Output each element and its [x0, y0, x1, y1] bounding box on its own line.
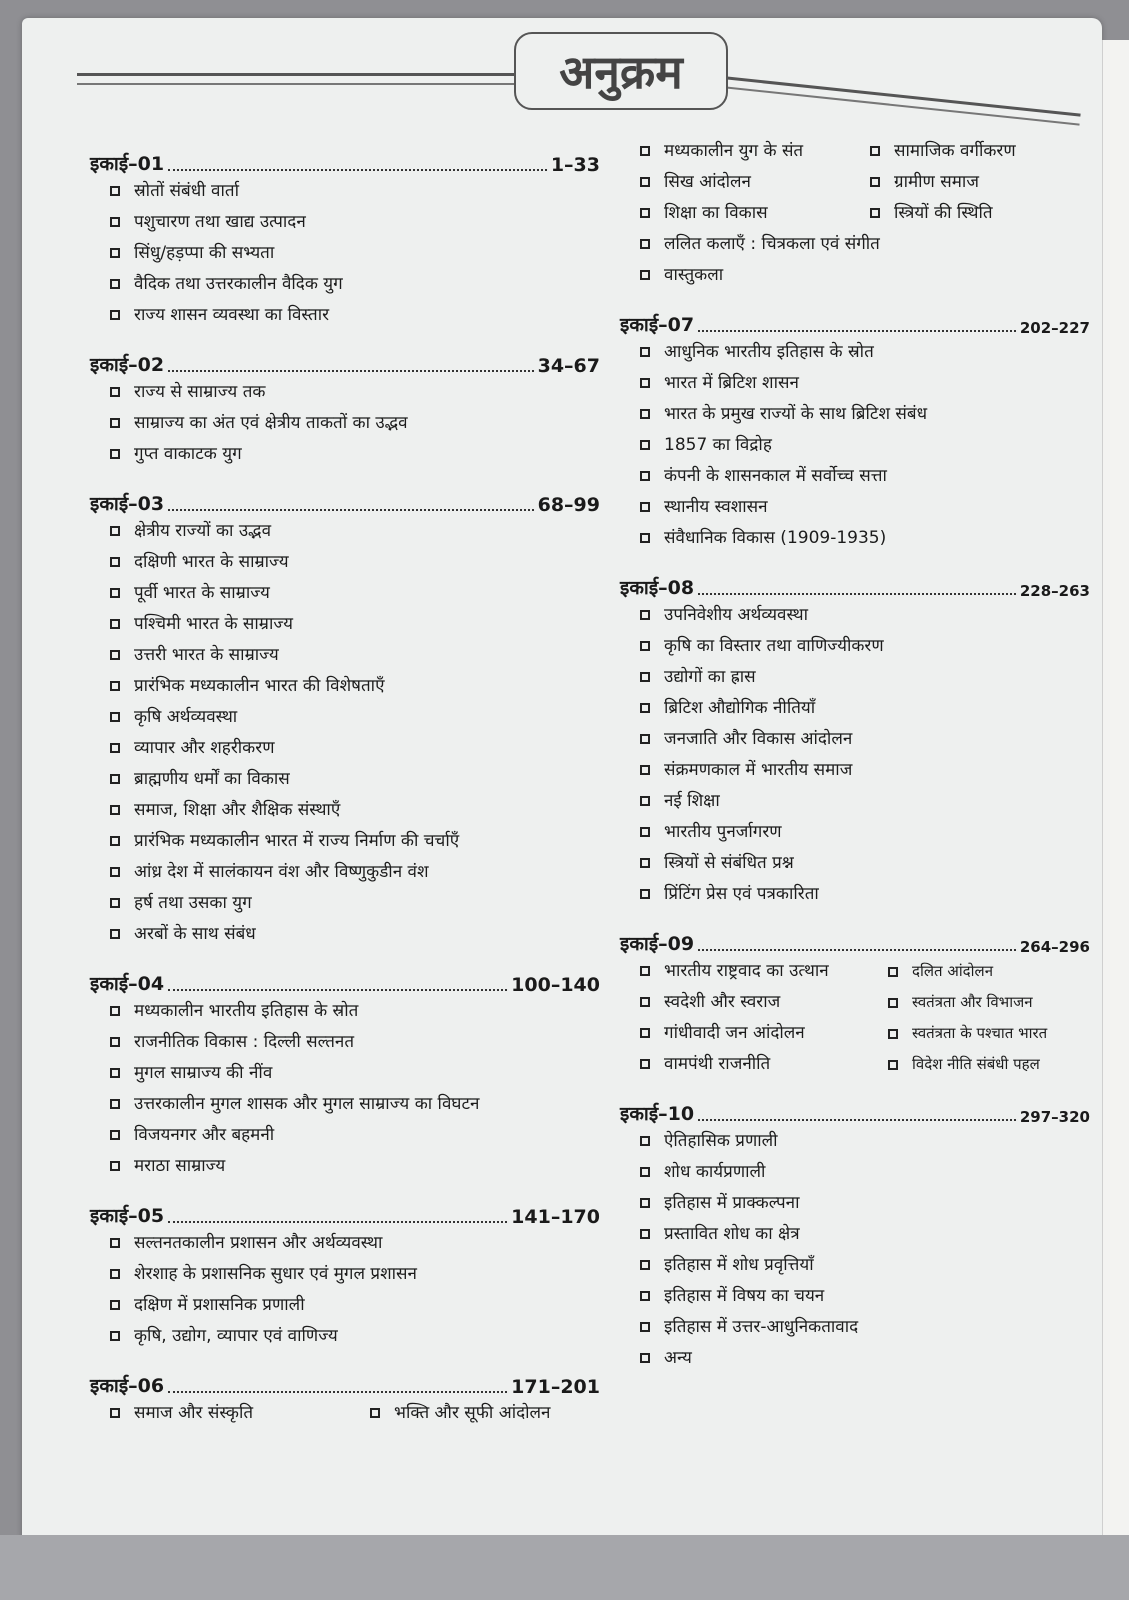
list-item: विजयनगर और बहमनी — [90, 1120, 600, 1151]
checkbox-icon — [110, 418, 120, 428]
page-range: 68–99 — [537, 494, 600, 516]
unit-heading: इकाई–09 264–296 — [620, 933, 1090, 956]
list-item: पशुचारण तथा खाद्य उत्पादन — [90, 207, 600, 238]
list-item: भारतीय राष्ट्रवाद का उत्थान — [620, 956, 1090, 987]
checkbox-icon — [640, 796, 650, 806]
right-column — [620, 136, 1090, 1390]
list-item: समाज और संस्कृति — [90, 1398, 350, 1429]
checkbox-icon — [110, 1331, 120, 1341]
unit-08 — [620, 570, 1090, 910]
checkbox-icon — [110, 1269, 120, 1279]
page-bottom-shadow — [0, 1535, 1129, 1600]
checkbox-icon — [110, 929, 120, 939]
checkbox-icon — [640, 533, 650, 543]
checkbox-icon — [640, 208, 650, 218]
list-item: इतिहास में उत्तर-आधुनिकतावाद — [620, 1312, 1090, 1343]
checkbox-icon — [110, 898, 120, 908]
list-item: राज्य से साम्राज्य तक — [90, 377, 600, 408]
checkbox-icon — [640, 672, 650, 682]
checkbox-icon — [110, 449, 120, 459]
unit-heading: इकाई–08 228–263 — [620, 577, 1090, 600]
list-item: अन्य — [620, 1343, 1090, 1374]
list-item: पश्चिमी भारत के साम्राज्य — [90, 609, 600, 640]
list-item: राजनीतिक विकास : दिल्ली सल्तनत — [90, 1027, 600, 1058]
checkbox-icon — [640, 347, 650, 357]
checkbox-icon — [640, 610, 650, 620]
list-item: ब्राह्मणीय धर्मों का विकास — [90, 764, 600, 795]
list-item: उपनिवेशीय अर्थव्यवस्था — [620, 600, 1090, 631]
list-item: सिंधु/हड़प्पा की सभ्यता — [90, 238, 600, 269]
list-item: अरबों के साथ संबंध — [90, 919, 600, 950]
checkbox-icon — [640, 270, 650, 280]
list-item: वास्तुकला — [620, 260, 1090, 291]
list-item: पूर्वी भारत के साम्राज्य — [90, 578, 600, 609]
unit-06-continued — [620, 136, 1090, 291]
checkbox-icon — [110, 1300, 120, 1310]
list-item: भक्ति और सूफी आंदोलन — [350, 1398, 550, 1429]
page-range: 1–33 — [550, 154, 600, 176]
unit-heading: इकाई–04 100–140 — [90, 973, 600, 996]
list-item: उत्तरी भारत के साम्राज्य — [90, 640, 600, 671]
checkbox-icon — [888, 998, 898, 1008]
list-item: आधुनिक भारतीय इतिहास के स्रोत — [620, 337, 1090, 368]
checkbox-icon — [110, 650, 120, 660]
checkbox-icon — [110, 805, 120, 815]
list-item: सिख आंदोलन — [620, 167, 1090, 198]
unit-05 — [90, 1198, 600, 1352]
title-box — [514, 32, 728, 110]
checkbox-icon — [640, 1291, 650, 1301]
unit-07 — [620, 307, 1090, 554]
checkbox-icon — [888, 1060, 898, 1070]
list-item: दलित आंदोलन — [888, 956, 1098, 987]
checkbox-icon — [640, 471, 650, 481]
checkbox-icon — [640, 765, 650, 775]
page-range: 297–320 — [1019, 1108, 1090, 1126]
list-item: प्रिंटिंग प्रेस एवं पत्रकारिता — [620, 879, 1090, 910]
list-item: कृषि का विस्तार तथा वाणिज्यीकरण — [620, 631, 1090, 662]
list-item: उद्योगों का ह्रास — [620, 662, 1090, 693]
checkbox-icon — [110, 712, 120, 722]
list-item: गुप्त वाकाटक युग — [90, 439, 600, 470]
list-item: इतिहास में शोध प्रवृत्तियाँ — [620, 1250, 1090, 1281]
book-page — [22, 18, 1102, 1538]
checkbox-icon — [640, 1028, 650, 1038]
checkbox-icon — [640, 858, 650, 868]
checkbox-icon — [110, 186, 120, 196]
list-item: दक्षिण में प्रशासनिक प्रणाली — [90, 1290, 600, 1321]
checkbox-icon — [110, 1238, 120, 1248]
list-item: भारत के प्रमुख राज्यों के साथ ब्रिटिश संबंध — [620, 399, 1090, 430]
left-column — [90, 146, 600, 1445]
checkbox-icon — [110, 1068, 120, 1078]
list-item: वामपंथी राजनीति — [620, 1049, 1090, 1080]
checkbox-icon — [640, 146, 650, 156]
list-item: इतिहास में विषय का चयन — [620, 1281, 1090, 1312]
page-range: 202–227 — [1019, 319, 1090, 337]
list-item: हर्ष तथा उसका युग — [90, 888, 600, 919]
checkbox-icon — [640, 1136, 650, 1146]
checkbox-icon — [110, 743, 120, 753]
checkbox-icon — [640, 239, 650, 249]
unit-06 — [90, 1368, 600, 1429]
list-item: इतिहास में प्राक्कल्पना — [620, 1188, 1090, 1219]
checkbox-icon — [110, 1161, 120, 1171]
list-item: प्रस्तावित शोध का क्षेत्र — [620, 1219, 1090, 1250]
list-item: शिक्षा का विकास — [620, 198, 1090, 229]
checkbox-icon — [640, 641, 650, 651]
checkbox-icon — [870, 208, 880, 218]
checkbox-icon — [640, 409, 650, 419]
unit-heading: इकाई–05 141–170 — [90, 1205, 600, 1228]
list-item: दक्षिणी भारत के साम्राज्य — [90, 547, 600, 578]
checkbox-icon — [870, 177, 880, 187]
checkbox-icon — [110, 279, 120, 289]
checkbox-icon — [640, 703, 650, 713]
list-item: कृषि अर्थव्यवस्था — [90, 702, 600, 733]
checkbox-icon — [110, 217, 120, 227]
unit-heading: इकाई–07 202–227 — [620, 314, 1090, 337]
page-range: 141–170 — [511, 1206, 600, 1228]
checkbox-icon — [640, 1353, 650, 1363]
unit-heading: इकाई–02 34–67 — [90, 354, 600, 377]
checkbox-icon — [640, 440, 650, 450]
list-item: भारत में ब्रिटिश शासन — [620, 368, 1090, 399]
checkbox-icon — [640, 1322, 650, 1332]
checkbox-icon — [640, 1167, 650, 1177]
page-title: अनुक्रम — [559, 45, 683, 99]
list-item: ब्रिटिश औद्योगिक नीतियाँ — [620, 693, 1090, 724]
list-item: संवैधानिक विकास (1909-1935) — [620, 523, 1090, 554]
checkbox-icon — [110, 1408, 120, 1418]
list-item: स्वदेशी और स्वराज — [620, 987, 1090, 1018]
unit-03 — [90, 486, 600, 950]
list-item: स्त्रियों से संबंधित प्रश्न — [620, 848, 1090, 879]
unit-heading: इकाई–10 297–320 — [620, 1103, 1090, 1126]
list-item: कंपनी के शासनकाल में सर्वोच्च सत्ता — [620, 461, 1090, 492]
list-item: 1857 का विद्रोह — [620, 430, 1090, 461]
title-rule-right — [721, 76, 1080, 126]
checkbox-icon — [110, 1099, 120, 1109]
checkbox-icon — [110, 681, 120, 691]
list-item: नई शिक्षा — [620, 786, 1090, 817]
list-item: प्रारंभिक मध्यकालीन भारत में राज्य निर्माण की चर्चाएँ — [90, 826, 600, 857]
list-item: मध्यकालीन भारतीय इतिहास के स्रोत — [90, 996, 600, 1027]
list-item: स्वतंत्रता के पश्चात भारत — [888, 1018, 1098, 1049]
list-item: विदेश नीति संबंधी पहल — [888, 1049, 1098, 1080]
list-item: शेरशाह के प्रशासनिक सुधार एवं मुगल प्रशासन — [90, 1259, 600, 1290]
checkbox-icon — [870, 146, 880, 156]
list-item: ऐतिहासिक प्रणाली — [620, 1126, 1090, 1157]
list-item: आंध्र देश में सालंकायन वंश और विष्णुकुडीन वंश — [90, 857, 600, 888]
unit-06-side-list — [870, 136, 1100, 229]
unit-10 — [620, 1096, 1090, 1374]
checkbox-icon — [110, 588, 120, 598]
list-item: राज्य शासन व्यवस्था का विस्तार — [90, 300, 600, 331]
list-item: सल्तनतकालीन प्रशासन और अर्थव्यवस्था — [90, 1228, 600, 1259]
list-item: साम्राज्य का अंत एवं क्षेत्रीय ताकतों का उद्भव — [90, 408, 600, 439]
checkbox-icon — [888, 967, 898, 977]
checkbox-icon — [370, 1408, 380, 1418]
list-item: ललित कलाएँ : चित्रकला एवं संगीत — [620, 229, 1090, 260]
list-item: सामाजिक वर्गीकरण — [870, 136, 1100, 167]
checkbox-icon — [640, 1059, 650, 1069]
unit-09 — [620, 926, 1090, 1080]
unit-09-side-list — [888, 956, 1098, 1080]
unit-01 — [90, 146, 600, 331]
checkbox-icon — [640, 378, 650, 388]
list-item: वैदिक तथा उत्तरकालीन वैदिक युग — [90, 269, 600, 300]
title-rule-left — [77, 73, 542, 85]
list-item: स्वतंत्रता और विभाजन — [888, 987, 1098, 1018]
list-item: शोध कार्यप्रणाली — [620, 1157, 1090, 1188]
list-item: स्त्रियों की स्थिति — [870, 198, 1100, 229]
checkbox-icon — [110, 1130, 120, 1140]
list-item: मराठा साम्राज्य — [90, 1151, 600, 1182]
checkbox-icon — [110, 526, 120, 536]
list-item: गांधीवादी जन आंदोलन — [620, 1018, 1090, 1049]
checkbox-icon — [640, 502, 650, 512]
unit-02 — [90, 347, 600, 470]
checkbox-icon — [110, 1037, 120, 1047]
checkbox-icon — [110, 557, 120, 567]
page-range: 171–201 — [511, 1376, 600, 1398]
checkbox-icon — [110, 619, 120, 629]
list-item: मुगल साम्राज्य की नींव — [90, 1058, 600, 1089]
checkbox-icon — [640, 889, 650, 899]
page-range: 264–296 — [1019, 938, 1090, 956]
unit-heading: इकाई–03 68–99 — [90, 493, 600, 516]
list-item: समाज, शिक्षा और शैक्षिक संस्थाएँ — [90, 795, 600, 826]
checkbox-icon — [640, 966, 650, 976]
unit-heading: इकाई–06 171–201 — [90, 1375, 600, 1398]
checkbox-icon — [640, 177, 650, 187]
list-item: कृषि, उद्योग, व्यापार एवं वाणिज्य — [90, 1321, 600, 1352]
checkbox-icon — [110, 1006, 120, 1016]
checkbox-icon — [110, 836, 120, 846]
checkbox-icon — [110, 248, 120, 258]
list-item: क्षेत्रीय राज्यों का उद्भव — [90, 516, 600, 547]
list-item: संक्रमणकाल में भारतीय समाज — [620, 755, 1090, 786]
checkbox-icon — [110, 310, 120, 320]
list-item: उत्तरकालीन मुगल शासक और मुगल साम्राज्य का विघटन — [90, 1089, 600, 1120]
list-item: जनजाति और विकास आंदोलन — [620, 724, 1090, 755]
page-range: 228–263 — [1019, 582, 1090, 600]
list-item: प्रारंभिक मध्यकालीन भारत की विशेषताएँ — [90, 671, 600, 702]
list-item: व्यापार और शहरीकरण — [90, 733, 600, 764]
page-range: 100–140 — [511, 974, 600, 996]
checkbox-icon — [110, 867, 120, 877]
list-item: भारतीय पुनर्जागरण — [620, 817, 1090, 848]
checkbox-icon — [640, 734, 650, 744]
list-item: स्रोतों संबंधी वार्ता — [90, 176, 600, 207]
list-item: ग्रामीण समाज — [870, 167, 1100, 198]
checkbox-icon — [640, 827, 650, 837]
checkbox-icon — [640, 1198, 650, 1208]
checkbox-icon — [888, 1029, 898, 1039]
list-item: मध्यकालीन युग के संत — [620, 136, 1090, 167]
unit-heading: इकाई–01 1–33 — [90, 153, 600, 176]
next-page-edge — [1102, 40, 1129, 1600]
unit-04 — [90, 966, 600, 1182]
checkbox-icon — [640, 1229, 650, 1239]
list-item: स्थानीय स्वशासन — [620, 492, 1090, 523]
checkbox-icon — [110, 774, 120, 784]
checkbox-icon — [640, 1260, 650, 1270]
page-range: 34–67 — [537, 355, 600, 377]
checkbox-icon — [110, 387, 120, 397]
checkbox-icon — [640, 997, 650, 1007]
